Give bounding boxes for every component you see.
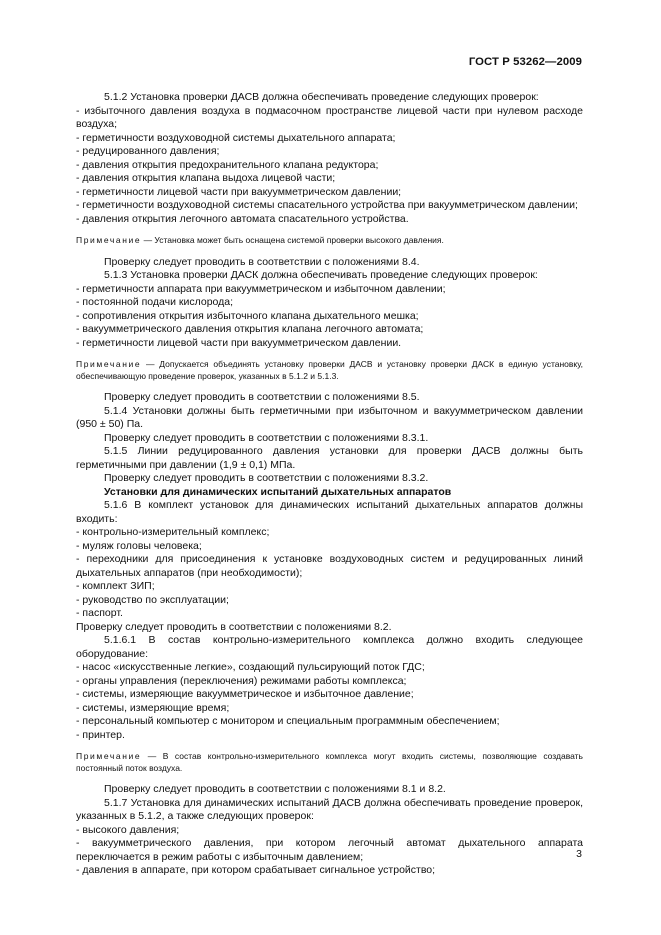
note-text: — Допускается объединять установку проверки ДАСВ и установку проверки ДАСК в единую установку, обеспечивающую проведение проверок, указанных в 5.1.2 и 5.1.3. (76, 359, 583, 381)
note (76, 751, 583, 774)
paragraph: - вакуумметрического давления, при котором легочный автомат дыхательного аппарата переключается в режим работы с избыточным давлением; (76, 837, 583, 863)
paragraph: - насос «искусственные легкие», создающий пульсирующий поток ГДС; (76, 661, 425, 673)
paragraph: - герметичности воздуховодной системы спасательного устройства при вакуумметрическом давлении; (76, 199, 578, 211)
paragraph: - переходники для присоединения к установке воздуховодных систем и редуцированных линий дыхательных аппаратов (при необходимости); (76, 553, 583, 579)
paragraph: Проверку следует проводить в соответствии с положениями 8.4. (104, 255, 420, 268)
paragraph: - избыточного давления воздуха в подмасочном пространстве лицевой части при нулевом расходе воздуха; (76, 104, 583, 130)
note-label: Примечание (76, 359, 142, 369)
paragraph: - вакуумметрического давления открытия клапана легочного автомата; (76, 323, 424, 335)
note (76, 359, 583, 382)
paragraph: 5.1.5 Линии редуцированного давления установки для проверки ДАСВ должны быть герметичными при давлении (1,9 ± 0,1) МПа. (76, 445, 583, 471)
note-text: — Установка может быть оснащена системой проверки высокого давления. (141, 235, 444, 245)
paragraph: - паспорт. (76, 607, 123, 619)
paragraph: - органы управления (переключения) режимами работы комплекса; (76, 674, 407, 687)
note-label: Примечание (76, 751, 142, 761)
paragraph: 5.1.3 Установка проверки ДАСК должна обеспечивать проведение следующих проверок: (104, 269, 538, 281)
note (76, 235, 583, 247)
paragraph: Проверку следует проводить в соответствии с положениями 8.5. (104, 391, 420, 403)
paragraph: - комплект ЗИП; (76, 580, 155, 592)
paragraph: - давления открытия предохранительного клапана редуктора; (76, 158, 379, 171)
paragraph: - герметичности воздуховодной системы дыхательного аппарата; (76, 131, 396, 144)
paragraph: Проверку следует проводить в соответствии с положениями 8.3.1. (104, 431, 429, 444)
paragraph: - герметичности лицевой части при вакуумметрическом давлении; (76, 185, 402, 198)
paragraph: - сопротивления открытия избыточного клапана дыхательного мешка; (76, 309, 419, 322)
paragraph: - контрольно-измерительный комплекс; (76, 526, 270, 538)
paragraph: 5.1.2 Установка проверки ДАСВ должна обеспечивать проведение следующих проверок: (104, 91, 539, 103)
paragraph: - давления открытия легочного автомата спасательного устройства. (76, 212, 409, 225)
paragraph: - высокого давления; (76, 823, 180, 836)
paragraph: 5.1.6.1 В состав контрольно-измерительного комплекса должно входить следующее оборудование: (76, 634, 583, 660)
document-body (76, 91, 583, 878)
paragraph: 5.1.4 Установки должны быть герметичными при избыточном и вакуумметрическом давлении (950 ± 50) Па. (76, 404, 583, 430)
paragraph: - постоянной подачи кислорода; (76, 296, 234, 308)
paragraph: - персональный компьютер с монитором и специальным программным обеспечением; (76, 715, 500, 727)
paragraph: - давления открытия клапана выдоха лицевой части; (76, 172, 336, 184)
paragraph: 5.1.6 В комплект установок для динамических испытаний дыхательных аппаратов должны входить: (76, 499, 583, 525)
paragraph: Проверку следует проводить в соответствии с положениями 8.3.2. (104, 472, 429, 484)
paragraph: 5.1.7 Установка для динамических испытаний ДАСВ должна обеспечивать проведение проверок, указанных в 5.1.2, а также следующих проверок: (76, 796, 583, 822)
paragraph: - редуцированного давления; (76, 145, 220, 157)
paragraph: - системы, измеряющие время; (76, 701, 230, 714)
paragraph: - герметичности лицевой части при вакуумметрическом давлении. (76, 336, 402, 349)
paragraph: - руководство по эксплуатации; (76, 593, 229, 606)
paragraph: Проверку следует проводить в соответствии с положениями 8.2. (76, 620, 392, 633)
paragraph: - системы, измеряющие вакуумметрическое и избыточное давление; (76, 688, 414, 700)
section-heading: Установки для динамических испытаний дыхательных аппаратов (104, 485, 452, 498)
paragraph: - муляж головы человека; (76, 539, 202, 552)
page-number: 3 (576, 848, 582, 860)
paragraph: Проверку следует проводить в соответствии с положениями 8.1 и 8.2. (104, 783, 446, 795)
note-text: — В состав контрольно-измерительного комплекса могут входить системы, позволяющие создавать постоянный поток воздуха. (76, 751, 583, 773)
document-id: ГОСТ Р 53262—2009 (468, 56, 582, 68)
paragraph: - принтер. (76, 728, 125, 741)
paragraph: - давления в аппарате, при котором срабатывает сигнальное устройство; (76, 864, 436, 876)
paragraph: - герметичности аппарата при вакуумметрическом и избыточном давлении; (76, 282, 446, 295)
note-label: Примечание (76, 235, 142, 245)
